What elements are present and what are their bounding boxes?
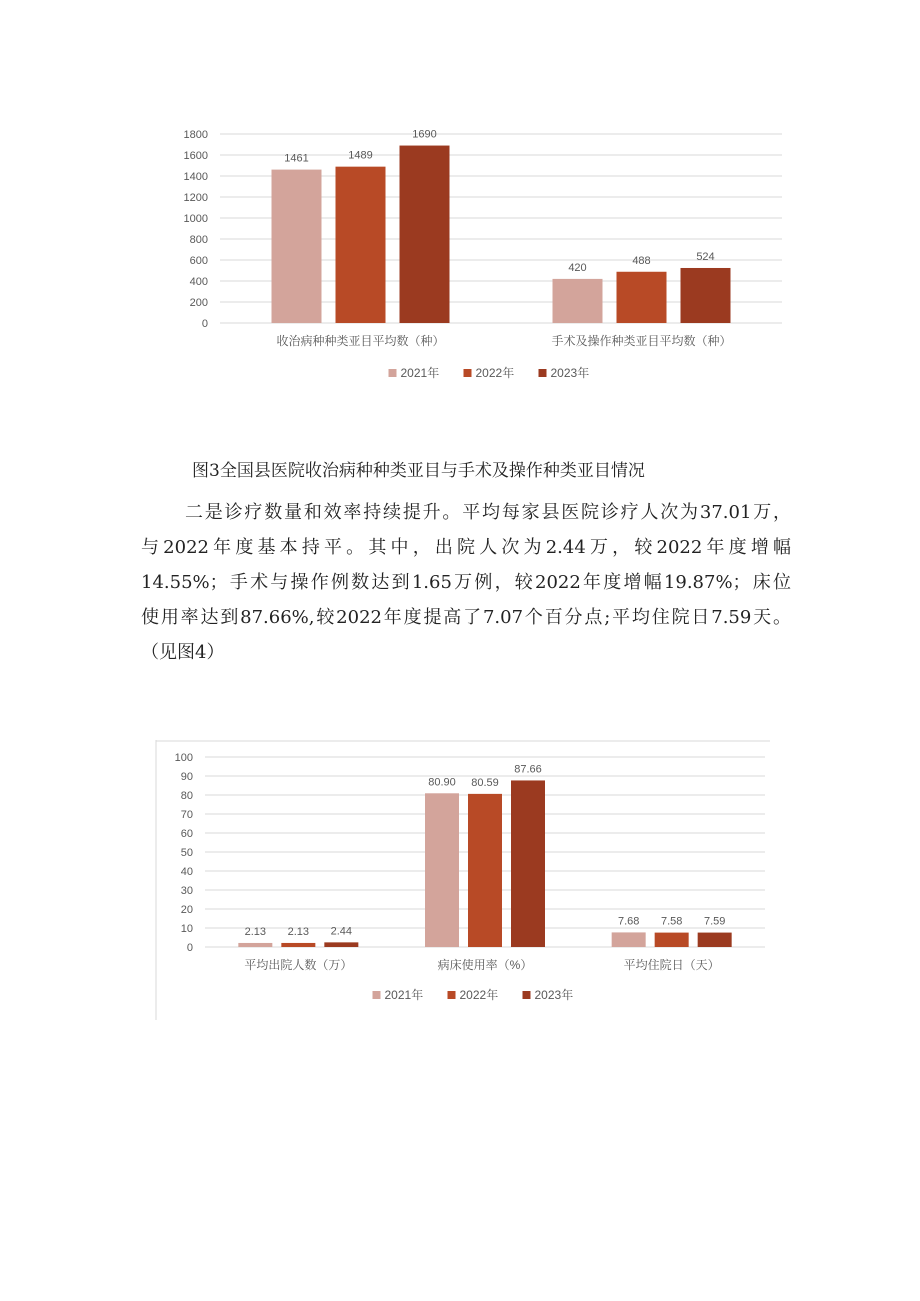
fig3-y-tick-label: 800: [189, 234, 208, 246]
fig3-legend-label: 2022年: [475, 366, 515, 380]
fig4-y-tick-label: 100: [174, 752, 193, 764]
fig4-legend-swatch: [523, 991, 531, 999]
fig3-y-tick-label: 1200: [183, 192, 208, 204]
fig3-bar: [681, 268, 731, 323]
figure-3-svg: [170, 128, 800, 390]
fig4-bar: [698, 933, 732, 947]
fig3-legend-swatch: [539, 369, 547, 377]
fig4-category-label: 病床使用率（%）: [437, 958, 533, 972]
paragraph-line-1: 二是诊疗数量和效率持续提升。平均每家县医院诊疗人次为37.01万，: [185, 502, 791, 523]
fig4-bar: [468, 794, 502, 947]
fig3-y-tick-label: 1400: [183, 171, 208, 183]
figure-4-svg: [155, 740, 770, 1020]
fig3-legend-label: 2021年: [400, 366, 440, 380]
fig4-bar: [324, 942, 358, 947]
figure-3-chart: [170, 128, 800, 390]
fig3-y-tick-label: 200: [189, 297, 208, 309]
fig3-data-label: 420: [568, 261, 587, 274]
fig4-y-tick-label: 70: [180, 809, 193, 821]
fig4-data-label: 7.68: [617, 915, 640, 928]
fig4-data-label: 7.58: [660, 915, 683, 928]
fig4-data-label: 2.13: [244, 925, 267, 938]
paragraph-line-5: （见图4）: [141, 642, 225, 663]
fig4-y-tick-label: 20: [180, 904, 193, 916]
fig3-y-tick-label: 400: [189, 276, 208, 288]
fig3-bar: [400, 146, 450, 323]
fig4-y-tick-label: 50: [180, 847, 193, 859]
fig3-bar: [553, 279, 603, 323]
fig4-legend-label: 2021年: [384, 988, 424, 1002]
fig4-bar: [655, 933, 689, 947]
fig4-category-label: 平均住院日（天）: [623, 958, 720, 972]
fig4-legend-label: 2023年: [534, 988, 574, 1002]
fig3-y-tick-label: 1000: [183, 213, 208, 225]
fig3-bar: [336, 167, 386, 323]
fig3-legend-label: 2023年: [550, 366, 590, 380]
fig3-legend-swatch: [464, 369, 472, 377]
fig4-y-tick-label: 60: [180, 828, 193, 840]
fig3-data-label: 1461: [284, 152, 309, 165]
fig3-y-tick-label: 0: [201, 318, 208, 330]
body-paragraph: [141, 496, 791, 671]
fig3-y-tick-label: 600: [189, 255, 208, 267]
fig4-data-label: 2.13: [287, 925, 310, 938]
fig3-y-tick-label: 1800: [183, 129, 208, 141]
fig4-y-tick-label: 10: [180, 923, 193, 935]
fig4-bar: [425, 793, 459, 947]
fig3-category-label: 收治病种种类亚目平均数（种）: [276, 334, 445, 348]
fig3-legend-swatch: [389, 369, 397, 377]
fig4-legend-swatch: [448, 991, 456, 999]
fig4-y-tick-label: 80: [180, 790, 193, 802]
fig3-category-label: 手术及操作种类亚目平均数（种）: [551, 334, 732, 348]
fig4-bar: [281, 943, 315, 947]
fig3-data-label: 1690: [412, 128, 437, 141]
paragraph-line-3: 14.55%；手术与操作例数达到1.65万例，较2022年度增幅19.87%；床位: [141, 572, 791, 593]
fig3-bar: [617, 272, 667, 323]
fig4-data-label: 7.59: [703, 915, 726, 928]
paragraph-line-4: 使用率达到87.66%,较2022年度提高了7.07个百分点;平均住院日7.59天。: [141, 607, 791, 628]
paragraph-line-2: 与2022年度基本持平。其中，出院人次为2.44万，较2022年度增幅: [141, 537, 791, 558]
fig4-bar: [612, 932, 646, 947]
fig3-bar: [272, 170, 322, 323]
fig4-y-tick-label: 0: [186, 942, 193, 954]
figure-3-caption: 图3全国县医院收治病种种类亚目与手术及操作种类亚目情况: [192, 461, 645, 481]
fig3-data-label: 488: [632, 254, 651, 267]
fig3-data-label: 1489: [348, 149, 373, 162]
figure-4-chart: [155, 740, 770, 1020]
fig4-data-label: 80.59: [471, 776, 499, 789]
fig4-y-tick-label: 40: [180, 866, 193, 878]
fig4-y-tick-label: 90: [180, 771, 193, 783]
fig4-legend-swatch: [373, 991, 381, 999]
fig4-data-label: 80.90: [428, 776, 456, 789]
fig3-data-label: 524: [696, 250, 715, 263]
fig4-data-label: 2.44: [330, 925, 353, 938]
fig4-data-label: 87.66: [514, 763, 542, 776]
fig4-category-label: 平均出院人数（万）: [244, 958, 353, 972]
fig4-bar: [511, 780, 545, 947]
fig3-y-tick-label: 1600: [183, 150, 208, 162]
fig4-bar: [238, 943, 272, 947]
fig4-y-tick-label: 30: [180, 885, 193, 897]
fig4-legend-label: 2022年: [459, 988, 499, 1002]
